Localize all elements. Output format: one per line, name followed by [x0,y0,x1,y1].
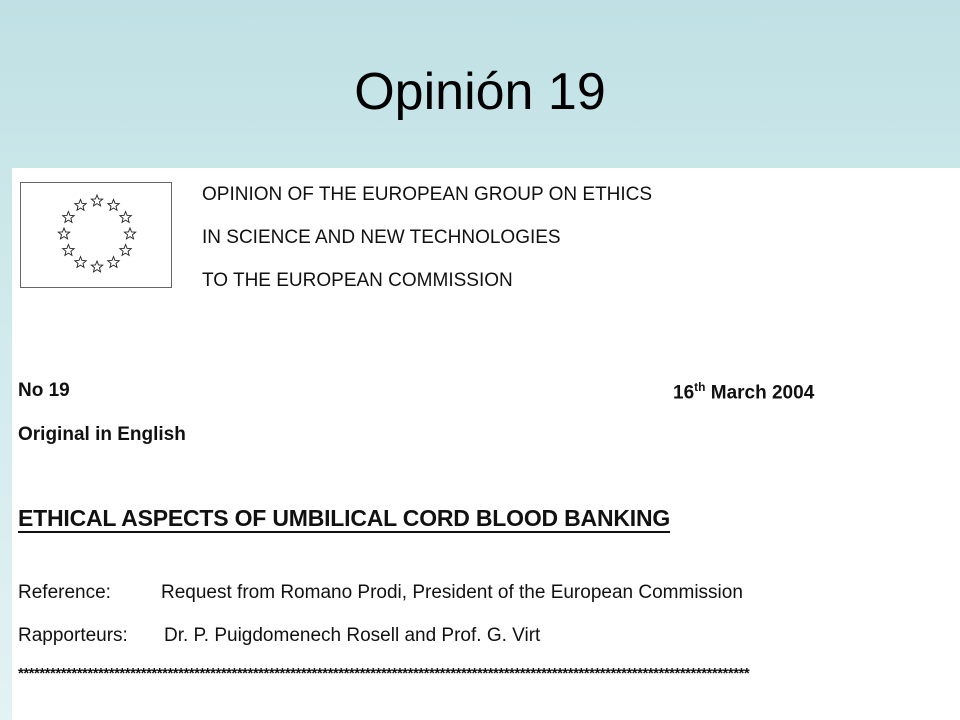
separator-line: ***************************************************************************************************************************************** [18,665,750,682]
flag-star-icon [108,257,119,268]
original-language: Original in English [18,424,186,445]
flag-star-icon [63,245,74,256]
flag-star-icon [91,195,102,206]
eu-flag-icon [20,182,172,288]
reference-label: Reference: [18,582,111,603]
date-day: 16 [673,382,695,404]
flag-star-icon [75,199,86,210]
reference-value: Request from Romano Prodi, President of the European Commission [161,582,743,603]
slide-title: Opinión 19 [354,63,606,121]
opinion-date [673,380,814,404]
flag-star-icon [124,228,135,239]
date-suffix: th [694,380,706,394]
header-line-3: TO THE EUROPEAN COMMISSION [202,270,513,291]
flag-star-icon [120,212,131,223]
document-main-title: ETHICAL ASPECTS OF UMBILICAL CORD BLOOD BANKING [18,505,671,531]
flag-star-icon [91,261,102,272]
flag-star-icon [75,257,86,268]
document-page [12,168,960,720]
flag-star-icon [63,212,74,223]
opinion-number: No 19 [18,380,70,401]
flag-star-icon [120,245,131,256]
rapporteurs-label: Rapporteurs: [18,625,128,646]
flag-star-icon [108,199,119,210]
flag-star-icon [58,228,69,239]
header-line-1: OPINION OF THE EUROPEAN GROUP ON ETHICS [202,184,653,205]
header-line-2: IN SCIENCE AND NEW TECHNOLOGIES [202,227,561,248]
rapporteurs-value: Dr. P. Puigdomenech Rosell and Prof. G. Virt [164,625,541,646]
date-rest: March 2004 [705,382,815,404]
